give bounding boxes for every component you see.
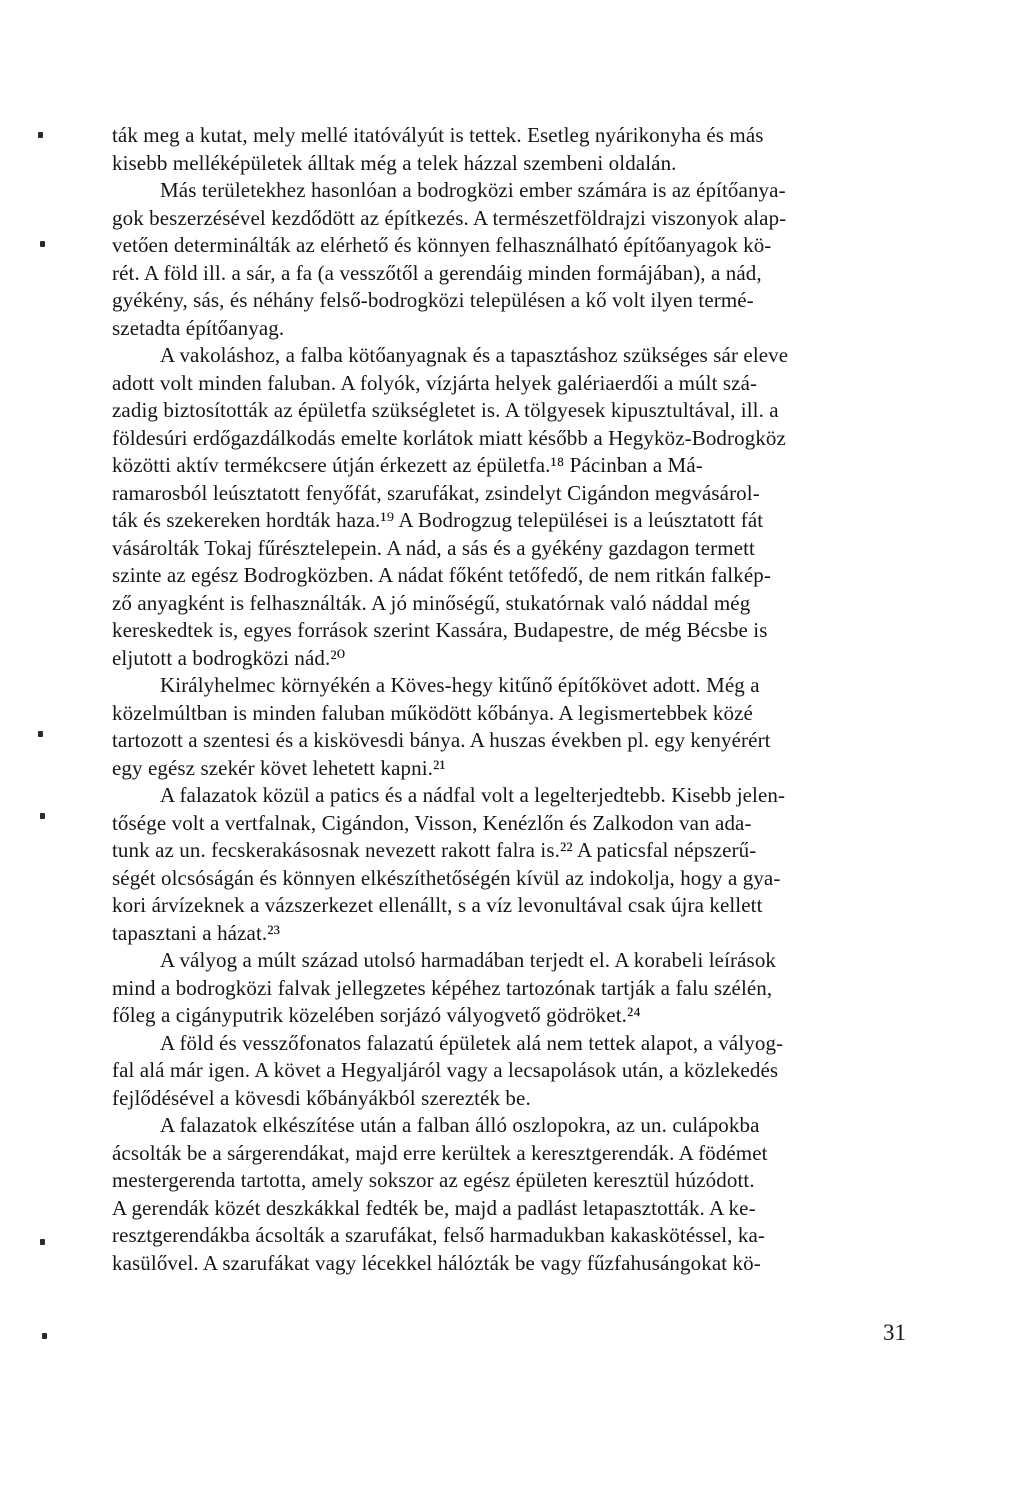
text-line: ségét olcsóságán és könnyen elkészíthetőségén kívül az indokolja, hogy a gya- xyxy=(112,865,781,890)
page-number: 31 xyxy=(883,1320,906,1345)
text-line: fal alá már igen. A követ a Hegyaljáról vagy a lecsapolások után, a közlekedés xyxy=(112,1058,779,1082)
text-line: kori árvízeknek a vázszerkezet ellenállt, s a víz levonultával csak újra kellett xyxy=(112,893,763,917)
text-line: zadig biztosították az épületfa szükségletet is. A tölgyesek kipusztultával, ill. a xyxy=(112,398,779,422)
text-line: főleg a cigányputrik közelében sorjázó vályogvető gödröket.²⁴ xyxy=(112,1003,641,1027)
body-text xyxy=(112,122,924,1277)
text-line: A vakoláshoz, a falba kötőanyagnak és a tapasztáshoz szükséges sár eleve xyxy=(160,343,789,367)
text-line: A vályog a múlt század utolsó harmadában terjedt el. A korabeli leírások xyxy=(160,948,777,972)
text-line: vásárolták Tokaj fűrésztelepein. A nád, a sás és a gyékény gazdagon termett xyxy=(112,535,755,560)
text-line: A gerendák közét deszkákkal fedték be, majd a padlást letapasztották. A ke- xyxy=(112,1195,756,1220)
text-line: szetadta építőanyag. xyxy=(112,315,285,340)
text-line: mestergerenda tartotta, amely sokszor az egész épületen keresztül húzódott. xyxy=(112,1168,755,1192)
margin-speck xyxy=(40,241,45,247)
text-line: tunk az un. fecskerakásosnak nevezett rakott falra is.²² A paticsfal népszerű- xyxy=(112,838,757,862)
text-line: tapasztani a házat.²³ xyxy=(112,920,281,945)
text-line: földesúri erdőgazdálkodás emelte korlátok miatt később a Hegyköz-Bodrogköz xyxy=(112,425,786,450)
text-line: Más területekhez hasonlóan a bodrogközi ember számára is az építőanya- xyxy=(160,178,786,202)
margin-speck xyxy=(42,1333,47,1339)
margin-speck xyxy=(40,813,45,819)
text-line: közötti aktív termékcsere útján érkezett az épületfa.¹⁸ Pácinban a Má- xyxy=(112,453,703,477)
text-line: Királyhelmec környékén a Köves-hegy kitűnő építőkövet adott. Még a xyxy=(160,673,760,697)
text-line: gok beszerzésével kezdődött az építkezés. A természetföldrajzi viszonyok alap- xyxy=(112,205,787,230)
text-line: vetően determinálták az elérhető és könnyen felhasználható építőanyagok kö- xyxy=(112,233,772,257)
text-line: A föld és vesszőfonatos falazatú épületek alá nem tettek alapot, a vályog- xyxy=(160,1030,784,1055)
text-line: kereskedtek is, egyes források szerint Kassára, Budapestre, de még Bécsbe is xyxy=(112,618,768,642)
text-line: resztgerendákba ácsolták a szarufákat, felső harmadukban kakaskötéssel, ka- xyxy=(112,1223,765,1247)
text-line: mind a bodrogközi falvak jellegzetes képéhez tartozónak tartják a falu szélén, xyxy=(112,975,773,1000)
text-line: egy egész szekér követ lehetett kapni.²¹ xyxy=(112,755,446,780)
text-line: közelmúltban is minden faluban működött kőbánya. A legismertebbek közé xyxy=(112,700,753,725)
text-line: tartozott a szentesi és a kiskövesdi bánya. A huszas években pl. egy kenyérért xyxy=(112,728,771,752)
text-line: szinte az egész Bodrogközben. A nádat főként tetőfedő, de nem ritkán falkép- xyxy=(112,563,771,587)
text-line: ácsolták be a sárgerendákat, majd erre kerültek a keresztgerendák. A födémet xyxy=(112,1140,768,1165)
margin-speck xyxy=(40,1239,45,1245)
margin-speck xyxy=(38,731,43,737)
margin-speck xyxy=(38,132,43,138)
text-line: ző anyagként is felhasználták. A jó minőségű, stukatórnak való náddal még xyxy=(112,590,751,615)
text-line: fejlődésével a kövesdi kőbányákból szerezték be. xyxy=(112,1085,531,1110)
text-line: rét. A föld ill. a sár, a fa (a vesszőtől a gerendáig minden formájában), a nád, xyxy=(112,260,762,285)
text-line: tősége volt a vertfalnak, Cigándon, Visson, Kenézlőn és Zalkodon van ada- xyxy=(112,810,752,835)
text-line: A falazatok elkészítése után a falban álló oszlopokra, az un. culápokba xyxy=(160,1113,760,1137)
text-line: ták meg a kutat, mely mellé itatóvályút is tettek. Esetleg nyárikonyha és más xyxy=(112,123,764,147)
text-line: kisebb melléképületek álltak még a telek házzal szembeni oldalán. xyxy=(112,150,677,175)
text-line: gyékény, sás, és néhány felső-bodrogközi településen a kő volt ilyen termé- xyxy=(112,288,754,312)
text-line: ramarosból leúsztatott fenyőfát, szarufákat, zsindelyt Cigándon megvásárol- xyxy=(112,480,760,505)
text-line: kasülővel. A szarufákat vagy lécekkel hálózták be vagy fűzfahusángokat kö- xyxy=(112,1250,761,1275)
text-line: adott volt minden faluban. A folyók, vízjárta helyek galériaerdői a múlt szá- xyxy=(112,370,758,395)
text-line: A falazatok közül a patics és a nádfal volt a legelterjedtebb. Kisebb jelen- xyxy=(160,783,786,807)
text-line: eljutott a bodrogközi nád.²⁰ xyxy=(112,645,346,670)
text-line: ták és szekereken hordták haza.¹⁹ A Bodrogzug települései is a leúsztatott fát xyxy=(112,508,764,532)
